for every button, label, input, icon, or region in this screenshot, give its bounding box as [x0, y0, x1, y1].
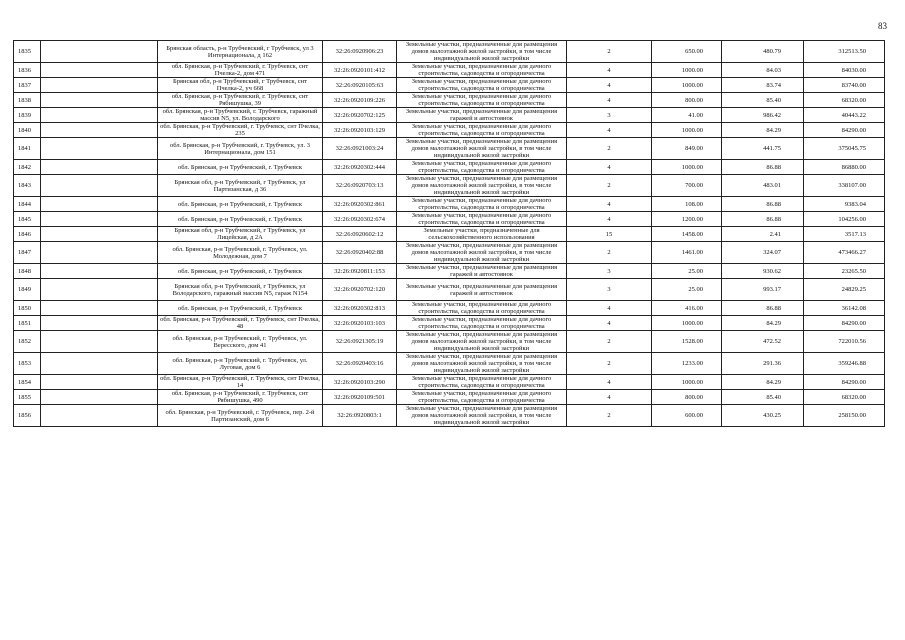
unit-value-cell: 441.75 [722, 138, 804, 160]
address-cell: обл. Брянская, р-н Трубчевский, г. Трубчевск, снт Рябишушка, 39 [158, 93, 323, 108]
area-cell: 416.00 [652, 301, 722, 316]
page-number: 83 [878, 21, 887, 31]
group-cell: 2 [567, 175, 652, 197]
cadastral-number-cell: 32:26:0920109:501 [323, 390, 397, 405]
cadastral-value-cell: 36142.08 [804, 301, 885, 316]
cadastral-number-cell: 32:26:0920402:88 [323, 242, 397, 264]
table-row [14, 227, 885, 242]
land-use-cell: Земельные участки, предназначенные для размещения гаражей и автостоянок [397, 264, 567, 279]
table-row [14, 41, 885, 63]
group-cell: 2 [567, 138, 652, 160]
address-cell: Брянская обл, р-н Трубчевский, г Трубчевск, ул Партизанская, д 36 [158, 175, 323, 197]
group-cell: 3 [567, 264, 652, 279]
unit-value-cell: 85.40 [722, 390, 804, 405]
table-row [14, 63, 885, 78]
cadastral-number-cell: 32:26:0920103:103 [323, 316, 397, 331]
cadastral-value-cell: 40443.22 [804, 108, 885, 123]
spacer-cell [41, 108, 158, 123]
address-cell: Брянская обл, р-н Трубчевский, г Трубчевск, ул Лицейская, д 2А [158, 227, 323, 242]
group-cell: 4 [567, 160, 652, 175]
area-cell: 1200.00 [652, 212, 722, 227]
address-cell: Брянская обл, р-н Трубчевский, г Трубчевск, снт Пчелка-2, уч 668 [158, 78, 323, 93]
cadastral-number-cell: 32:26:0920403:16 [323, 353, 397, 375]
register-body [14, 41, 885, 427]
cadastral-value-cell: 722010.56 [804, 331, 885, 353]
spacer-cell [41, 212, 158, 227]
table-row [14, 301, 885, 316]
spacer-cell [41, 264, 158, 279]
table-row [14, 175, 885, 197]
address-cell: обл. Брянская, р-н Трубчевский, г. Трубчевск, пер. 2-й Партизанский, дом 6 [158, 405, 323, 427]
group-cell: 2 [567, 331, 652, 353]
area-cell: 25.00 [652, 264, 722, 279]
table-row [14, 375, 885, 390]
address-cell: обл. Брянская, р-н Трубчевский, г. Трубчевск [158, 160, 323, 175]
land-use-cell: Земельные участки, предназначенные для размещения домов малоэтажной жилой застройки, в том числе индивидуальной жилой застройки [397, 405, 567, 427]
unit-value-cell: 472.52 [722, 331, 804, 353]
area-cell: 1458.00 [652, 227, 722, 242]
land-use-cell: Земельные участки, предназначенные для сельскохозяйственного использования [397, 227, 567, 242]
spacer-cell [41, 160, 158, 175]
table-row [14, 331, 885, 353]
cadastral-number-cell: 32:26:0920906:23 [323, 41, 397, 63]
group-cell: 4 [567, 123, 652, 138]
address-cell: обл. Брянская, р-н Трубчевский, г. Трубчевск, снт Пчелка, 235 [158, 123, 323, 138]
table-row [14, 242, 885, 264]
row-number-cell: 1841 [14, 138, 41, 160]
area-cell: 1528.00 [652, 331, 722, 353]
cadastral-value-cell: 3517.13 [804, 227, 885, 242]
group-cell: 4 [567, 301, 652, 316]
table-row [14, 353, 885, 375]
cadastral-number-cell: 32:26:0921003:24 [323, 138, 397, 160]
group-cell: 3 [567, 279, 652, 301]
cadastral-value-cell: 104256.00 [804, 212, 885, 227]
cadastral-value-cell: 359246.88 [804, 353, 885, 375]
spacer-cell [41, 197, 158, 212]
spacer-cell [41, 242, 158, 264]
land-register-table [13, 40, 885, 427]
table-row [14, 160, 885, 175]
spacer-cell [41, 353, 158, 375]
row-number-cell: 1854 [14, 375, 41, 390]
cadastral-number-cell: 32:26:0920302:861 [323, 197, 397, 212]
unit-value-cell: 430.25 [722, 405, 804, 427]
unit-value-cell: 993.17 [722, 279, 804, 301]
land-use-cell: Земельные участки, предназначенные для дачного строительства, садоводства и огородничества [397, 78, 567, 93]
unit-value-cell: 86.88 [722, 160, 804, 175]
row-number-cell: 1851 [14, 316, 41, 331]
land-use-cell: Земельные участки, предназначенные для дачного строительства, садоводства и огородничества [397, 390, 567, 405]
address-cell: обл. Брянская, р-н Трубчевский, г. Трубчевск, снт Рябишушка, 490 [158, 390, 323, 405]
group-cell: 15 [567, 227, 652, 242]
row-number-cell: 1850 [14, 301, 41, 316]
row-number-cell: 1836 [14, 63, 41, 78]
land-use-cell: Земельные участки, предназначенные для дачного строительства, садоводства и огородничества [397, 316, 567, 331]
address-cell: обл. Брянская, р-н Трубчевский, г. Трубчевск, ул. Молодежная, дом 7 [158, 242, 323, 264]
area-cell: 1000.00 [652, 160, 722, 175]
address-cell: обл. Брянская, р-н Трубчевский, г. Трубчевск [158, 301, 323, 316]
row-number-cell: 1853 [14, 353, 41, 375]
row-number-cell: 1835 [14, 41, 41, 63]
unit-value-cell: 291.36 [722, 353, 804, 375]
row-number-cell: 1855 [14, 390, 41, 405]
address-cell: обл. Брянская, р-н Трубчевский, г. Трубчевск [158, 197, 323, 212]
table-row [14, 108, 885, 123]
table-row [14, 93, 885, 108]
cadastral-value-cell: 84290.00 [804, 375, 885, 390]
cadastral-number-cell: 32:26:0920302:444 [323, 160, 397, 175]
spacer-cell [41, 301, 158, 316]
cadastral-number-cell: 32:26:0920109:226 [323, 93, 397, 108]
land-use-cell: Земельные участки, предназначенные для дачного строительства, садоводства и огородничества [397, 123, 567, 138]
land-use-cell: Земельные участки, предназначенные для дачного строительства, садоводства и огородничества [397, 93, 567, 108]
land-use-cell: Земельные участки, предназначенные для размещения домов малоэтажной жилой застройки, в том числе индивидуальной жилой застройки [397, 41, 567, 63]
group-cell: 4 [567, 390, 652, 405]
row-number-cell: 1852 [14, 331, 41, 353]
area-cell: 700.00 [652, 175, 722, 197]
spacer-cell [41, 316, 158, 331]
cadastral-number-cell: 32:26:0920703:13 [323, 175, 397, 197]
land-use-cell: Земельные участки, предназначенные для дачного строительства, садоводства и огородничества [397, 375, 567, 390]
row-number-cell: 1840 [14, 123, 41, 138]
row-number-cell: 1838 [14, 93, 41, 108]
area-cell: 1000.00 [652, 123, 722, 138]
group-cell: 2 [567, 405, 652, 427]
group-cell: 4 [567, 78, 652, 93]
cadastral-value-cell: 83740.00 [804, 78, 885, 93]
unit-value-cell: 86.88 [722, 301, 804, 316]
unit-value-cell: 85.40 [722, 93, 804, 108]
table-row [14, 405, 885, 427]
area-cell: 650.00 [652, 41, 722, 63]
row-number-cell: 1856 [14, 405, 41, 427]
address-cell: Брянская обл, р-н Трубчевский, г Трубчевск, ул Володарского, гаражный массив N5, гараж N154 [158, 279, 323, 301]
cadastral-value-cell: 23265.50 [804, 264, 885, 279]
area-cell: 25.00 [652, 279, 722, 301]
table-row [14, 390, 885, 405]
land-use-cell: Земельные участки, предназначенные для дачного строительства, садоводства и огородничества [397, 160, 567, 175]
cadastral-value-cell: 86880.00 [804, 160, 885, 175]
address-cell: обл. Брянская, р-н Трубчевский, г. Трубчевск, ул. 3 Интернационала, дом 151 [158, 138, 323, 160]
cadastral-number-cell: 32:26:0920103:129 [323, 123, 397, 138]
cadastral-value-cell: 84030.00 [804, 63, 885, 78]
row-number-cell: 1845 [14, 212, 41, 227]
cadastral-number-cell: 32:26:0920101:412 [323, 63, 397, 78]
table-row [14, 279, 885, 301]
address-cell: обл. Брянская, р-н Трубчевский, г. Трубчевск, ул. Луговая, дом 6 [158, 353, 323, 375]
cadastral-number-cell: 32:26:0920702:125 [323, 108, 397, 123]
group-cell: 2 [567, 242, 652, 264]
cadastral-number-cell: 32:26:0920105:63 [323, 78, 397, 93]
area-cell: 1233.00 [652, 353, 722, 375]
table-row [14, 123, 885, 138]
cadastral-number-cell: 32:26:0920811:153 [323, 264, 397, 279]
group-cell: 4 [567, 375, 652, 390]
unit-value-cell: 84.03 [722, 63, 804, 78]
area-cell: 849.00 [652, 138, 722, 160]
address-cell: обл. Брянская, р-н Трубчевский, г. Трубчевск, снт Пчелка, 48 [158, 316, 323, 331]
table-row [14, 78, 885, 93]
land-use-cell: Земельные участки, предназначенные для дачного строительства, садоводства и огородничества [397, 63, 567, 78]
row-number-cell: 1846 [14, 227, 41, 242]
unit-value-cell: 930.62 [722, 264, 804, 279]
cadastral-value-cell: 9383.04 [804, 197, 885, 212]
land-use-cell: Земельные участки, предназначенные для дачного строительства, садоводства и огородничества [397, 197, 567, 212]
cadastral-number-cell: 32:26:0920103:290 [323, 375, 397, 390]
area-cell: 800.00 [652, 390, 722, 405]
area-cell: 1000.00 [652, 375, 722, 390]
spacer-cell [41, 93, 158, 108]
spacer-cell [41, 227, 158, 242]
cadastral-value-cell: 375045.75 [804, 138, 885, 160]
row-number-cell: 1849 [14, 279, 41, 301]
unit-value-cell: 480.79 [722, 41, 804, 63]
row-number-cell: 1842 [14, 160, 41, 175]
cadastral-number-cell: 32:26:0921305:19 [323, 331, 397, 353]
cadastral-value-cell: 24829.25 [804, 279, 885, 301]
group-cell: 2 [567, 41, 652, 63]
row-number-cell: 1847 [14, 242, 41, 264]
land-use-cell: Земельные участки, предназначенные для размещения домов малоэтажной жилой застройки, в том числе индивидуальной жилой застройки [397, 175, 567, 197]
cadastral-number-cell: 32:26:0920602:12 [323, 227, 397, 242]
address-cell: обл. Брянская, р-н Трубчевский, г. Трубчевск, ул. Вересского, дом 41 [158, 331, 323, 353]
address-cell: обл. Брянская, р-н Трубчевский, г. Трубчевск [158, 212, 323, 227]
group-cell: 2 [567, 353, 652, 375]
cadastral-value-cell: 68320.00 [804, 93, 885, 108]
area-cell: 1000.00 [652, 78, 722, 93]
spacer-cell [41, 405, 158, 427]
land-use-cell: Земельные участки, предназначенные для размещения гаражей и автостоянок [397, 108, 567, 123]
land-use-cell: Земельные участки, предназначенные для размещения гаражей и автостоянок [397, 279, 567, 301]
spacer-cell [41, 78, 158, 93]
group-cell: 4 [567, 63, 652, 78]
group-cell: 4 [567, 93, 652, 108]
address-cell: обл. Брянская, р-н Трубчевский, г. Трубчевск, снт Пчелка-2, дом 471 [158, 63, 323, 78]
spacer-cell [41, 63, 158, 78]
area-cell: 1461.00 [652, 242, 722, 264]
unit-value-cell: 86.88 [722, 197, 804, 212]
spacer-cell [41, 331, 158, 353]
unit-value-cell: 84.29 [722, 375, 804, 390]
land-use-cell: Земельные участки, предназначенные для размещения домов малоэтажной жилой застройки, в том числе индивидуальной жилой застройки [397, 138, 567, 160]
unit-value-cell: 483.01 [722, 175, 804, 197]
unit-value-cell: 83.74 [722, 78, 804, 93]
area-cell: 41.00 [652, 108, 722, 123]
spacer-cell [41, 175, 158, 197]
area-cell: 800.00 [652, 93, 722, 108]
cadastral-value-cell: 312513.50 [804, 41, 885, 63]
spacer-cell [41, 390, 158, 405]
spacer-cell [41, 41, 158, 63]
address-cell: обл. Брянская, р-н Трубчевский, г. Трубчевск, снт Пчелка, 14 [158, 375, 323, 390]
table-row [14, 197, 885, 212]
group-cell: 3 [567, 108, 652, 123]
row-number-cell: 1839 [14, 108, 41, 123]
spacer-cell [41, 375, 158, 390]
unit-value-cell: 84.29 [722, 316, 804, 331]
spacer-cell [41, 279, 158, 301]
table-row [14, 264, 885, 279]
row-number-cell: 1844 [14, 197, 41, 212]
cadastral-number-cell: 32:26:0920803:1 [323, 405, 397, 427]
unit-value-cell: 324.07 [722, 242, 804, 264]
area-cell: 1000.00 [652, 316, 722, 331]
cadastral-value-cell: 84290.00 [804, 123, 885, 138]
table-row [14, 212, 885, 227]
table-row [14, 138, 885, 160]
address-cell: Брянская область, р-н Трубчевский, г Трубчевск, ул 3 Интернационала, д 162 [158, 41, 323, 63]
cadastral-value-cell: 338107.00 [804, 175, 885, 197]
area-cell: 1000.00 [652, 63, 722, 78]
area-cell: 600.00 [652, 405, 722, 427]
land-use-cell: Земельные участки, предназначенные для размещения домов малоэтажной жилой застройки, в том числе индивидуальной жилой застройки [397, 331, 567, 353]
group-cell: 4 [567, 197, 652, 212]
cadastral-number-cell: 32:26:0920302:674 [323, 212, 397, 227]
spacer-cell [41, 123, 158, 138]
land-use-cell: Земельные участки, предназначенные для размещения домов малоэтажной жилой застройки, в том числе индивидуальной жилой застройки [397, 353, 567, 375]
row-number-cell: 1837 [14, 78, 41, 93]
unit-value-cell: 84.29 [722, 123, 804, 138]
spacer-cell [41, 138, 158, 160]
address-cell: обл. Брянская, р-н Трубчевский, г. Трубчевск [158, 264, 323, 279]
unit-value-cell: 86.88 [722, 212, 804, 227]
cadastral-value-cell: 258150.00 [804, 405, 885, 427]
row-number-cell: 1843 [14, 175, 41, 197]
cadastral-value-cell: 473466.27 [804, 242, 885, 264]
land-use-cell: Земельные участки, предназначенные для размещения домов малоэтажной жилой застройки, в том числе индивидуальной жилой застройки [397, 242, 567, 264]
unit-value-cell: 986.42 [722, 108, 804, 123]
unit-value-cell: 2.41 [722, 227, 804, 242]
cadastral-number-cell: 32:26:0920302:813 [323, 301, 397, 316]
area-cell: 108.00 [652, 197, 722, 212]
cadastral-value-cell: 68320.00 [804, 390, 885, 405]
row-number-cell: 1848 [14, 264, 41, 279]
land-use-cell: Земельные участки, предназначенные для дачного строительства, садоводства и огородничества [397, 301, 567, 316]
table-row [14, 316, 885, 331]
group-cell: 4 [567, 212, 652, 227]
land-use-cell: Земельные участки, предназначенные для дачного строительства, садоводства и огородничества [397, 212, 567, 227]
cadastral-value-cell: 84290.00 [804, 316, 885, 331]
group-cell: 4 [567, 316, 652, 331]
cadastral-number-cell: 32:26:0920702:120 [323, 279, 397, 301]
address-cell: обл. Брянская, р-н Трубчевский, г. Трубчевск, гаражный массив N5, ул. Володарского [158, 108, 323, 123]
